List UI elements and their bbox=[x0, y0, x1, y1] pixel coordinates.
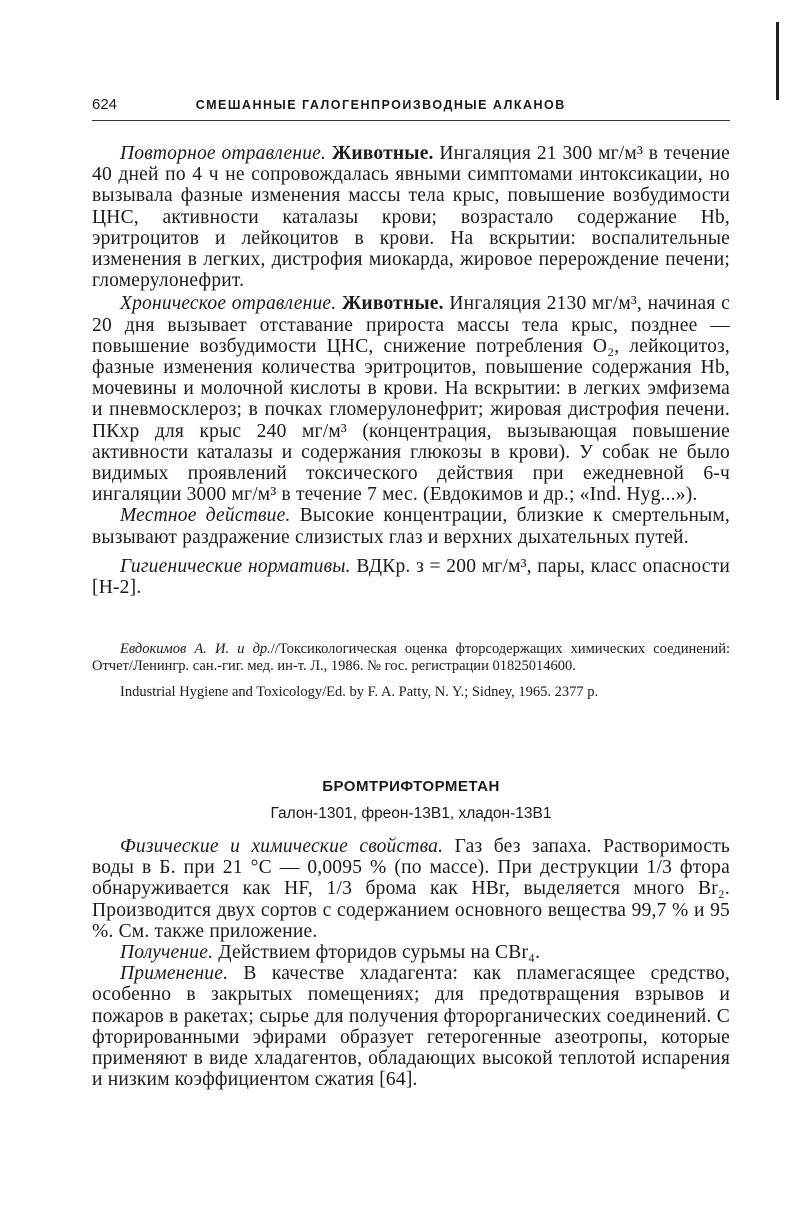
paragraph-label: Местное действие. bbox=[120, 505, 291, 527]
paragraph-bold-label: Животные. bbox=[341, 293, 444, 315]
running-header bbox=[92, 96, 730, 121]
running-title: СМЕШАННЫЕ ГАЛОГЕНПРОИЗВОДНЫЕ АЛКАНОВ bbox=[195, 98, 566, 112]
paragraph-text: Ингаляция 21 300 мг/м³ в течение 40 дней по 4 ч не сопровождалась явными симптомами интоксикации, но вызывала фазные изменения массы тела крыс, повышение возбудимости ЦНС, активности каталазы крови; возрастало содержание Hb, эритроцитов и лейкоцитов в крови. На вскрытии: воспалительные изменения в легких, дистрофия миокарда, жировое перерождение печени; гломерулонефрит. bbox=[92, 143, 730, 292]
paragraph-text: В качестве хладагента: как пламегасящее средство, особенно в закрытых помещениях; для предотвращения взрывов и пожаров в ракетах; сырье для получения фторорганических соединений. С фторированными эфирами образует гетерогенные азеотропы, которые применяют в виде хладагентов, обладающих высокой теплотой испарения и низким коэффициентом сжатия [64]. bbox=[92, 963, 730, 1091]
paragraph-label: Повторное отравление. bbox=[120, 143, 327, 164]
paragraph-label: Применение. bbox=[120, 963, 229, 985]
scan-edge-mark bbox=[776, 22, 779, 100]
main-text-lower bbox=[92, 836, 730, 1090]
paragraph-label: Гигиенические нормативы. bbox=[120, 555, 351, 577]
references bbox=[92, 641, 730, 701]
reference-text: Industrial Hygiene and Toxicology/Ed. by F. A. Patty, N. Y.; Sidney, 1965. 2377 p. bbox=[120, 684, 599, 700]
paragraph-label: Физические и химические свойства. bbox=[120, 836, 444, 857]
reference-text: //Токсикологическая оценка фторсодержащих химических соединений: Отчет/Ленингр. сан.-гиг. мед. ин-т. Л., 1986. № гос. регистрации 01825014600. bbox=[92, 641, 730, 674]
paragraph-label: Хроническое отравление. bbox=[120, 293, 337, 315]
reference-item bbox=[92, 641, 730, 674]
paragraph-repeated-poisoning bbox=[92, 143, 730, 291]
paragraph-text: Действием фторидов сурьмы на CBr₄. bbox=[218, 942, 541, 964]
paragraph-production bbox=[92, 942, 730, 963]
paragraph-chronic-poisoning bbox=[92, 293, 730, 505]
paragraph-hygienic-norms bbox=[92, 556, 730, 598]
reference-item bbox=[92, 684, 730, 701]
paragraph-text: Высокие концентрации, близкие к смертельным, вызывают раздражение слизистых глаз и верхних дыхательных путей. bbox=[92, 505, 730, 548]
reference-authors: Евдокимов А. И. и др. bbox=[120, 641, 271, 657]
section-synonyms: Галон-1301, фреон-13В1, хладон-13В1 bbox=[270, 805, 552, 822]
paragraph-bold-label: Животные. bbox=[331, 143, 434, 164]
paragraph-text: Ингаляция 2130 мг/м³, начиная с 20 дня вызывает отставание прироста массы тела крыс, позднее — повышение возбудимости ЦНС, снижение потребления O₂, лейкоцитоз, фазные изменения количества эритроцитов, повышение содержания Hb, мочевины и молочной кислоты в крови. На вскрытии: в легких эмфизема и пневмосклероз; в почках гломерулонефрит; жировая дистрофия печени. ПКхр для крыс 240 мг/м³ (концентрация, вызывающая повышение активности каталазы и содержания глюкозы в крови). У собак не было видимых проявлений токсического действия при ежедневной 6-ч ингаляции 3000 мг/м³ в течение 7 мес. (Евдокимов и др.; «Ind. Hyg...»). bbox=[92, 293, 731, 506]
section-heading bbox=[92, 778, 730, 823]
paragraph-text: ВДКр. з = 200 мг/м³, пары, класс опасности [Н-2]. bbox=[92, 555, 730, 599]
section-title: БРОМТРИФТОРМЕТАН bbox=[322, 778, 500, 795]
paragraph-properties bbox=[92, 836, 730, 942]
page-number: 624 bbox=[92, 96, 118, 113]
paragraph-application bbox=[92, 963, 730, 1090]
paragraph-text: Газ без запаха. Растворимость воды в Б. при 21 °С — 0,0095 % (по массе). При деструкции 1/3 фтора обнаруживается как HF, 1/3 брома как HBr, выделяется много Br₂. Производится двух сортов с содержанием основного вещества 99,7 % и 95 %. См. также приложение. bbox=[92, 836, 731, 942]
main-text-upper bbox=[92, 143, 730, 598]
paragraph-label: Получение. bbox=[120, 942, 214, 964]
paragraph-local-action bbox=[92, 505, 730, 547]
